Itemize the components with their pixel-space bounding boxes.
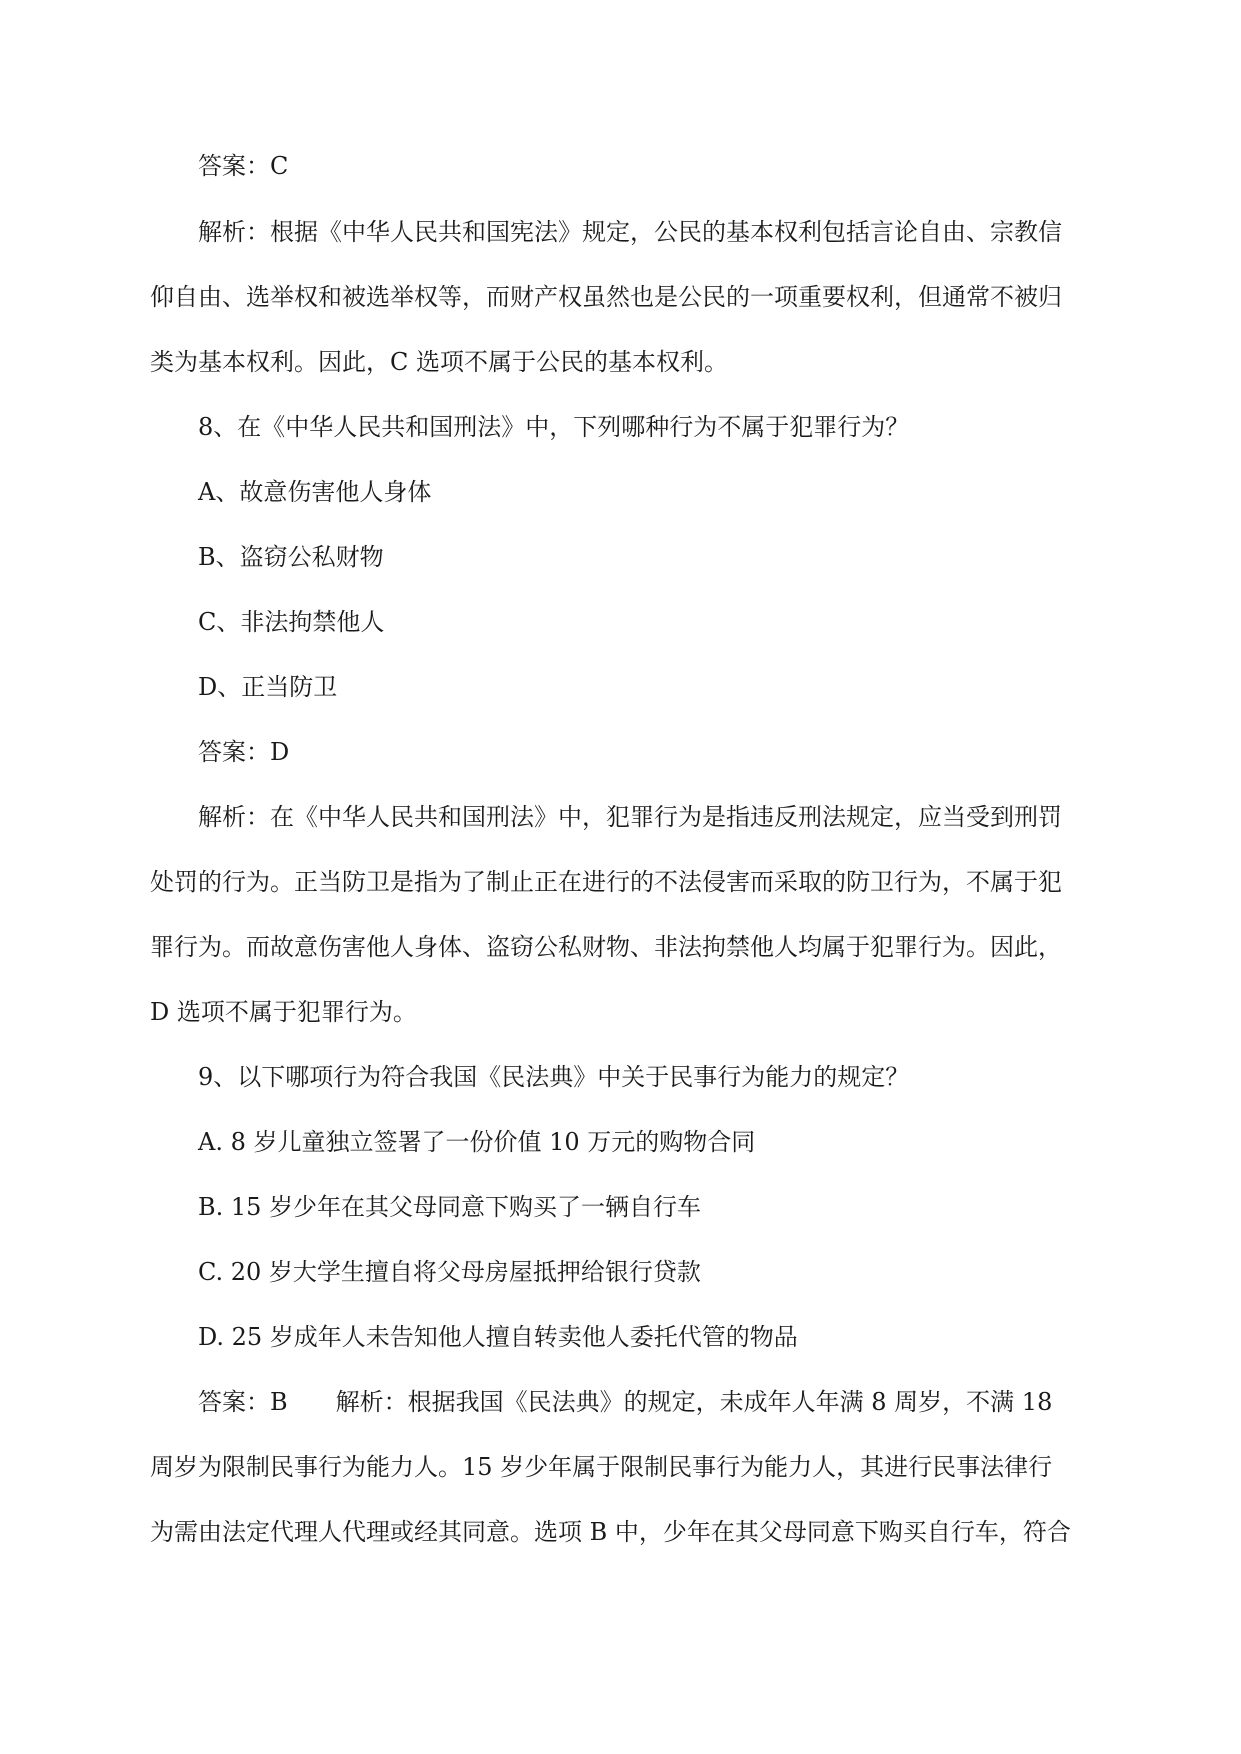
q9-option-d: D. 25 岁成年人未告知他人擅自转卖他人委托代管的物品: [198, 1323, 798, 1351]
q9-option-b: B. 15 岁少年在其父母同意下购买了一辆自行车: [198, 1193, 702, 1221]
q9-answer: 答案：B: [198, 1388, 288, 1416]
q9-option-c: C. 20 岁大学生擅自将父母房屋抵押给银行贷款: [198, 1258, 701, 1286]
q8-answer: 答案：D: [198, 738, 290, 766]
q7-analysis-line-3: 类为基本权利。因此，C 选项不属于公民的基本权利。: [150, 348, 728, 376]
q7-analysis-line-2: 仰自由、选举权和被选举权等，而财产权虽然也是公民的一项重要权利，但通常不被归: [150, 283, 1062, 311]
q9-option-a: A. 8 岁儿童独立签署了一份价值 10 万元的购物合同: [198, 1128, 756, 1156]
q8-option-c: C、非法拘禁他人: [198, 608, 385, 636]
q7-analysis-line-1: 解析：根据《中华人民共和国宪法》规定，公民的基本权利包括言论自由、宗教信: [198, 218, 1062, 246]
q8-option-d: D、正当防卫: [198, 673, 338, 701]
q9-question: 9、以下哪项行为符合我国《民法典》中关于民事行为能力的规定？: [198, 1063, 910, 1091]
q9-analysis-line-3: 为需由法定代理人代理或经其同意。选项 B 中，少年在其父母同意下购买自行车，符合: [150, 1518, 1071, 1546]
q8-analysis-line-3: 罪行为。而故意伤害他人身体、盗窃公私财物、非法拘禁他人均属于犯罪行为。因此，: [150, 933, 1062, 961]
q9-analysis-first: 解析：根据我国《民法典》的规定，未成年人年满 8 周岁，不满 18: [335, 1388, 1053, 1416]
q8-option-b: B、盗窃公私财物: [198, 543, 384, 571]
q8-analysis-line-2: 处罚的行为。正当防卫是指为了制止正在进行的不法侵害而采取的防卫行为，不属于犯: [150, 868, 1062, 896]
q8-analysis-line-1: 解析：在《中华人民共和国刑法》中，犯罪行为是指违反刑法规定，应当受到刑罚: [198, 803, 1062, 831]
q8-question: 8、在《中华人民共和国刑法》中，下列哪种行为不属于犯罪行为？: [198, 413, 910, 441]
q7-answer: 答案：C: [198, 152, 289, 180]
q8-analysis-line-4: D 选项不属于犯罪行为。: [150, 998, 417, 1026]
q9-answer-line: [0, 1386, 1241, 1418]
q8-option-a: A、故意伤害他人身体: [198, 478, 432, 506]
q9-analysis-line-2: 周岁为限制民事行为能力人。15 岁少年属于限制民事行为能力人，其进行民事法律行: [150, 1453, 1053, 1481]
